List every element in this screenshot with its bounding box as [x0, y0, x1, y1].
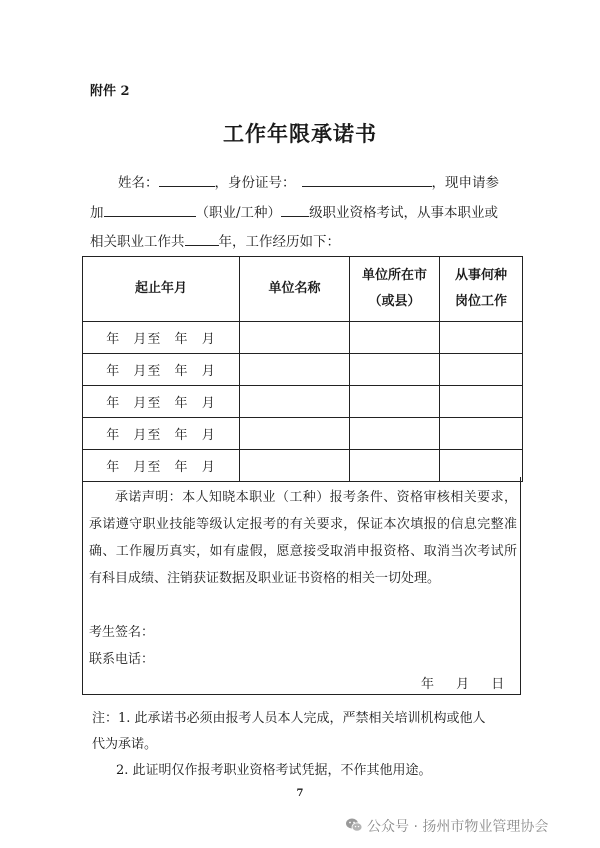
work-history-table	[82, 256, 523, 482]
years-blank	[185, 233, 219, 246]
intro-line-2	[90, 201, 498, 221]
line2-mid: （职业/工种）	[195, 205, 282, 221]
header-location-line1: 单位所在市	[361, 268, 427, 283]
signature-label: 考生签名：	[89, 625, 155, 640]
table-row	[83, 354, 523, 386]
header-position-line1: 从事何种	[454, 268, 507, 283]
note-1-line-2: 代为承诺。	[92, 737, 158, 752]
period-cell: 年 月至 年 月	[83, 450, 240, 482]
id-label: ，身份证号：	[214, 175, 296, 191]
unit-name-cell[interactable]	[240, 354, 350, 386]
period-cell: 年 月至 年 月	[83, 354, 240, 386]
level-blank	[281, 204, 309, 217]
line2-prefix: 加	[90, 205, 104, 221]
attachment-label: 附件 2	[90, 84, 130, 99]
header-location-line2: （或县）	[368, 294, 421, 309]
page-number: 7	[296, 788, 304, 799]
intro-line-3	[90, 230, 340, 250]
wechat-icon	[345, 817, 363, 837]
position-cell[interactable]	[440, 354, 523, 386]
location-cell[interactable]	[350, 418, 440, 450]
header-position	[440, 257, 523, 322]
name-blank	[159, 174, 215, 187]
unit-name-cell[interactable]	[240, 322, 350, 354]
unit-name-cell[interactable]	[240, 418, 350, 450]
location-cell[interactable]	[350, 322, 440, 354]
header-location	[350, 257, 440, 322]
location-cell[interactable]	[350, 386, 440, 418]
watermark	[345, 816, 548, 837]
line2-suffix: 级职业资格考试，从事本职业或	[309, 205, 499, 221]
period-cell: 年 月至 年 月	[83, 386, 240, 418]
line3-suffix: 年，工作经历如下：	[218, 234, 340, 250]
id-blank	[302, 174, 432, 187]
unit-name-cell[interactable]	[240, 386, 350, 418]
position-cell[interactable]	[440, 386, 523, 418]
occupation-blank	[104, 204, 196, 217]
declaration-box	[82, 477, 521, 695]
table-row	[83, 322, 523, 354]
header-period: 起止年月	[83, 257, 240, 322]
table-header-row	[83, 257, 523, 322]
header-position-line2: 岗位工作	[454, 294, 507, 309]
apply-text: ，现申请参	[431, 175, 499, 191]
name-label: 姓名：	[118, 175, 159, 191]
watermark-text: 公众号 · 扬州市物业管理协会	[367, 819, 549, 835]
note-2: 2. 此证明仅作报考职业资格考试凭据，不作其他用途。	[116, 763, 432, 778]
note-1-line-1: 注：1. 此承诺书必须由报考人员本人完成，严禁相关培训机构或他人	[92, 711, 486, 726]
intro-line-1	[118, 171, 499, 191]
document-title: 工作年限承诺书	[223, 121, 377, 146]
table-row	[83, 418, 523, 450]
period-cell: 年 月至 年 月	[83, 322, 240, 354]
header-unit-name: 单位名称	[240, 257, 350, 322]
declaration-text: 承诺声明：本人知晓本职业（工种）报考条件、资格审核相关要求，承诺遵守职业技能等级认定报考的有关要求，保证本次填报的信息完整准确、工作履历真实，如有虚假，愿意接受取消申报资格、取消当次考试所有科目成绩、注销获证数据及职业证书资格的相关一切处理。	[89, 490, 517, 586]
phone-label: 联系电话：	[89, 652, 155, 667]
location-cell[interactable]	[350, 354, 440, 386]
table-row	[83, 386, 523, 418]
period-cell: 年 月至 年 月	[83, 418, 240, 450]
declaration-date: 年 月 日	[421, 677, 505, 692]
line3-prefix: 相关职业工作共	[90, 234, 185, 250]
position-cell[interactable]	[440, 322, 523, 354]
position-cell[interactable]	[440, 418, 523, 450]
